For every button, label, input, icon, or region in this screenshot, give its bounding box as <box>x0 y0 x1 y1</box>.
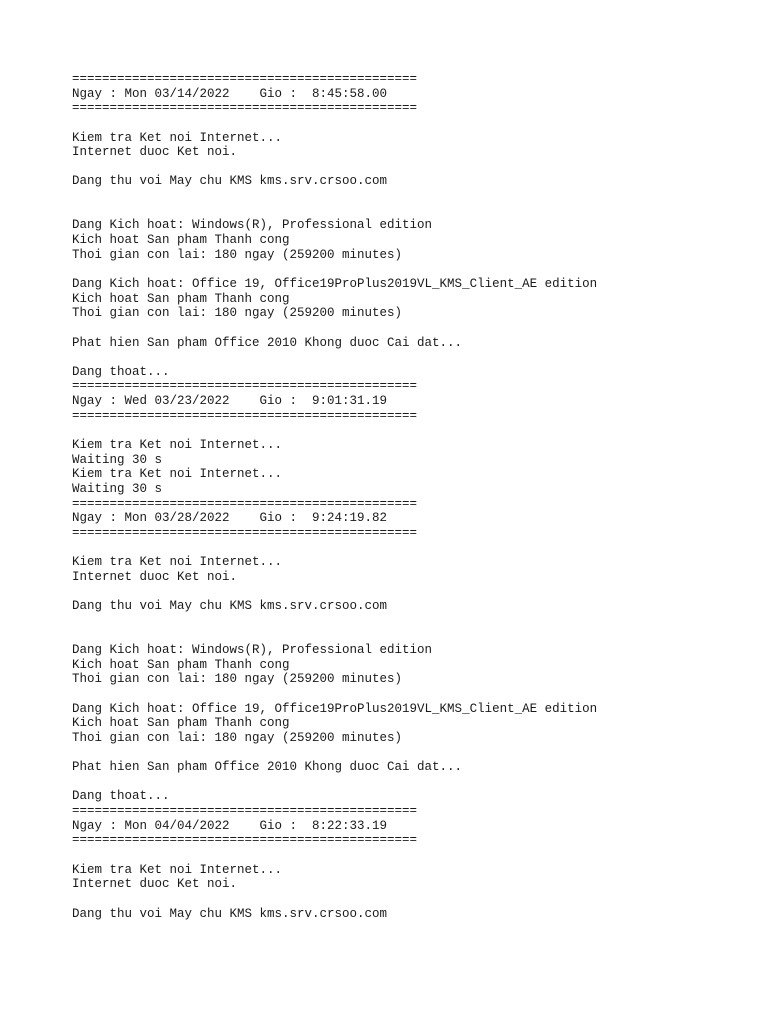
log-line: Dang thoat... <box>72 364 170 379</box>
blank-line <box>72 262 597 277</box>
log-line: Kich hoat San pham Thanh cong <box>72 291 290 306</box>
log-line: Ngay : Mon 03/28/2022 Gio : 9:24:19.82 <box>72 511 388 526</box>
blank-line <box>72 204 597 219</box>
log-line: Dang thoat... <box>72 789 170 804</box>
log-line: Ngay : Mon 03/14/2022 Gio : 8:45:58.00 <box>72 86 388 101</box>
blank-line <box>72 628 597 643</box>
blank-line <box>72 541 597 556</box>
log-line: Dang Kich hoat: Windows(R), Professional edition <box>72 218 433 233</box>
log-line: Thoi gian con lai: 180 ngay (259200 minutes) <box>72 730 403 745</box>
log-line: Dang Kich hoat: Office 19, Office19ProPlus2019VL_KMS_Client_AE edition <box>72 276 598 291</box>
log-line: ============================================== <box>72 72 418 86</box>
log-line: ============================================== <box>72 379 418 394</box>
log-line: Kiem tra Ket noi Internet... <box>72 467 283 482</box>
log-line: Ngay : Mon 04/04/2022 Gio : 8:22:33.19 <box>72 818 388 833</box>
log-line: Kiem tra Ket noi Internet... <box>72 555 283 570</box>
log-line: Ngay : Wed 03/23/2022 Gio : 9:01:31.19 <box>72 394 388 409</box>
blank-line <box>72 745 597 760</box>
log-line: ============================================== <box>72 804 418 819</box>
log-line: Kiem tra Ket noi Internet... <box>72 862 283 877</box>
log-line: Kich hoat San pham Thanh cong <box>72 233 290 248</box>
log-text-block <box>72 72 597 921</box>
blank-line <box>72 321 597 336</box>
log-line: Kiem tra Ket noi Internet... <box>72 438 283 453</box>
log-line: Thoi gian con lai: 180 ngay (259200 minutes) <box>72 247 403 262</box>
log-line: Thoi gian con lai: 180 ngay (259200 minutes) <box>72 672 403 687</box>
log-line: Dang thu voi May chu KMS kms.srv.crsoo.com <box>72 599 388 614</box>
log-line: Internet duoc Ket noi. <box>72 877 238 892</box>
blank-line <box>72 614 597 629</box>
log-line: Dang Kich hoat: Windows(R), Professional edition <box>72 642 433 657</box>
blank-line <box>72 892 597 907</box>
log-line: Kich hoat San pham Thanh cong <box>72 716 290 731</box>
blank-line <box>72 160 597 175</box>
log-line: Waiting 30 s <box>72 481 163 496</box>
log-line: ============================================== <box>72 101 418 116</box>
blank-line <box>72 848 597 863</box>
log-line: Kiem tra Ket noi Internet... <box>72 130 283 145</box>
log-line: ============================================== <box>72 408 418 423</box>
log-line: ============================================== <box>72 496 418 511</box>
log-line: Thoi gian con lai: 180 ngay (259200 minutes) <box>72 306 403 321</box>
log-line: Internet duoc Ket noi. <box>72 145 238 160</box>
log-line: Kich hoat San pham Thanh cong <box>72 657 290 672</box>
log-line: Dang thu voi May chu KMS kms.srv.crsoo.com <box>72 174 388 189</box>
blank-line <box>72 687 597 702</box>
blank-line <box>72 350 597 365</box>
log-line: ============================================== <box>72 833 418 848</box>
blank-line <box>72 423 597 438</box>
log-line: Waiting 30 s <box>72 452 163 467</box>
blank-line <box>72 775 597 790</box>
blank-line <box>72 189 597 204</box>
log-line: Dang Kich hoat: Office 19, Office19ProPlus2019VL_KMS_Client_AE edition <box>72 701 598 716</box>
blank-line <box>72 584 597 599</box>
log-line: Dang thu voi May chu KMS kms.srv.crsoo.com <box>72 906 388 921</box>
log-line: Internet duoc Ket noi. <box>72 569 238 584</box>
log-line: Phat hien San pham Office 2010 Khong duoc Cai dat... <box>72 335 463 350</box>
log-line: ============================================== <box>72 525 418 540</box>
log-line: Phat hien San pham Office 2010 Khong duoc Cai dat... <box>72 760 463 775</box>
blank-line <box>72 116 597 131</box>
